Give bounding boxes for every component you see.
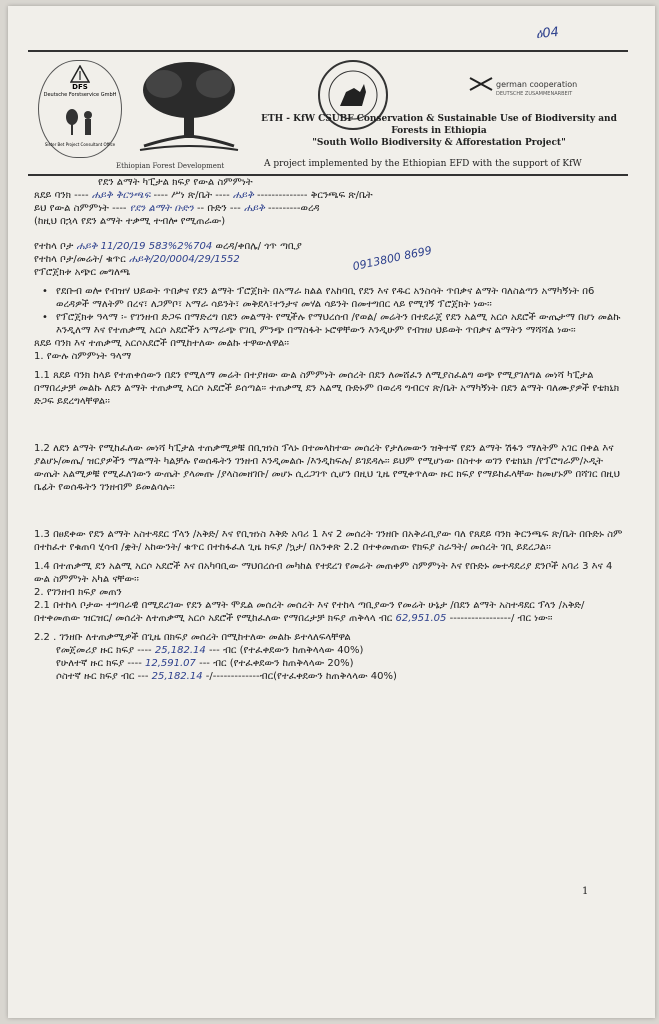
office-value: ሐይቅ <box>232 190 254 201</box>
clause-1-3: 1.3 በፀደቀው የደን ልማት አስተዳደር ፕላን /አቅድ/ እና የቢዝነስ እቅድ አባሪ 1 እና 2 መሰረት ገንዘቡ በአቅራቢያው ባለ የጸደይ ባንክ ቅርንጫፍ ጽ/ቤት በቡድኑ ስም በተከፈተ የቁጠባ ሂሳብ /ቋት/ አከውንት/ ቁጥር በተከፋፈለ ጊዜ ክፍያ /ኳታ/ በአንቀጽ 2.2 በተቀመጠው የክፍያ ስራዓት/ መሰረት ገቢ ይደረጋል፡፡ <box>34 529 623 553</box>
branch-office-label: -------------- ቅርንጫፍ ጽ/ቤት <box>257 190 373 201</box>
dfs-subtitle: Deutsche Forstservice GmbH <box>43 92 117 98</box>
giz-subtitle: DEUTSCHE ZUSAMMENARBEIT <box>496 91 573 97</box>
dfs-name: DFS <box>72 83 88 91</box>
woreda-value: ሐይቅ <box>243 203 265 214</box>
dfs-logo <box>38 60 122 158</box>
implemented-by: A project implemented by the Ethiopian EFD with the support of KfW <box>264 159 582 169</box>
office-label: ---- ሥነ ጽ/ቤት ---- <box>153 190 230 201</box>
payment-2-label: የሁለተኛ ዙር ክፍያ ---- <box>56 658 142 669</box>
project-title-line-3: "South Wollo Biodiversity & Afforestation Project" <box>312 138 566 148</box>
site-value: ሐይቅ 11/20/19 583%2%704 <box>76 241 213 252</box>
group-value: የደን ልማት ቡድን <box>129 203 194 214</box>
project-objective-bullet: • የፕሮጀክቱ ዓላማ ፡- የገንዘብ ድጋፍ በማድረግ በደን መልማት የሚችሉ የማህረሰብ /የወል/ መሬትን በተደራጀ የደን አልሚ አርሶ አደሮች ውጤታማ በሆነ መልኩ እንዲለማ እና የተጠቃሚ አርሶ አደሮችን አማራጭ የገቢ ምንጭ በማስፋት ኑሮዋቸውን እንዲሁም የብዝሀ ህይወት ጥበቃና ልማትን ማሻሻል ነው፡፡ <box>34 311 624 337</box>
bank-label: ጸደይ ባንክ ---- <box>34 190 89 201</box>
dfs-bottom-text: Sister Bet Project Consultant Office <box>44 142 116 147</box>
payment-row-2 <box>34 657 624 670</box>
payment-2-amount: 12,591.07 <box>145 658 196 669</box>
bank-row <box>34 189 624 202</box>
phone-number: 0913800 8699 <box>351 243 433 274</box>
form-title: የደን ልማት ካፒታል ክፍያ የውል ስምምነት <box>98 177 253 188</box>
total-payment-amount: 62,951.05 <box>395 613 447 624</box>
payment-3-suffix: -/-------------ብር(የተፈቀደውን ከጠቅላላው 40%) <box>205 671 397 682</box>
giz-mark-icon <box>468 74 494 94</box>
page-number: 1 <box>582 886 589 897</box>
site-number-label: የተከላ ቦታ/መሬት/ ቁጥር <box>34 254 126 265</box>
payment-2-suffix: --- ብር (የተፈቀደውን ከጠቅላላው 20%) <box>199 658 354 669</box>
agreement-label: ይህ የውል ስምምነት ---- <box>34 203 127 214</box>
site-number-row <box>34 253 624 266</box>
site-label: የተከላ ቦታ <box>34 241 74 252</box>
site-number-value: ሐይቅ/20/0004/29/1552 <box>128 254 240 265</box>
project-title <box>254 113 624 149</box>
payment-row-1 <box>34 644 624 657</box>
letterhead <box>28 50 628 176</box>
document-page <box>8 6 655 1018</box>
payment-3-label: ሶስተኛ ዙር ክፍያ ብር --- <box>56 671 149 682</box>
clause-2-2: 2.2 . ገንዘቡ ለተጠቃሚዎች በጊዜ በክፍያ መሰረት በሚከተለው መልኩ ይተላለፍላቸዋል <box>34 632 351 643</box>
agreement-body <box>34 176 624 683</box>
project-summary-heading: የፕሮጀክቱ አጭር መግለጫ <box>34 267 131 278</box>
project-title-line-1: ETH - KfW CSUBF Conservation & Sustainable Use of Biodiversity and <box>261 114 617 124</box>
site-location-label: ወረዳ/ቀበሌ/ ጎጥ ጣቢያ <box>215 241 302 252</box>
payment-3-amount: 25,182.14 <box>151 671 203 682</box>
woreda-label: ---------ወረዳ <box>268 203 320 214</box>
efd-caption: Ethiopian Forest Development <box>116 162 225 170</box>
clause-2-1-suffix: -----------------/ ብር ነው፡፡ <box>449 613 553 624</box>
clause-1-1: 1.1 ጸደይ ባንክ ከላይ የተጠቀሰውን በደን የሚለማ መሬት በተያዘው ውል ስምምነት መሰረት በደን ለመሸፈን ለሚያስፈልግ ወጭ የሚያገለግል መነሻ ካፒታል በማበረታቻ መልኩ ለደን ልማት ተጠቃሚ አርሶ አደሮች ይሰጣል፡፡ ተጠቃሚ ደን አልሚ ቡድኑም በወረዳ ግብርና ጽ/ቤት አማካኝነት በደን ልማት ባለሙያዎች የቴክኒክ ድጋፍ ይደረግላቸዋል፡፡ <box>34 370 620 407</box>
clause-2-1-text: 2.1 በተከላ ቦታው ተግባራዊ በሚደረገው የደን ልማት ሞዴል መሰረት መሰረት እና የተከላ ጣቢያውን የመሬት ሁኔታ /በደን ልማት አስተዳደር ፕላን /አቅድ/ በተቀመጠው ዝርዝር/ መሰረት ለተጠቃሚ አርሶ አደሮች የሚከፈለው የማበረታቻ ክፍያ ጠቅላላ ብር <box>34 600 585 624</box>
group-label: -- ቡድን --- <box>196 203 241 214</box>
payment-row-3 <box>34 670 624 683</box>
project-title-line-2: Forests in Ethiopia <box>391 126 487 136</box>
project-description-bullet: • የደቡብ ወሎ የብዝሃ ህይወት ጥበቃና የደን ልማት ፕሮጀክት በአማራ ክልል የአከባቢ የደን እና የዱር አንስሳት ጥበቃና ልማት ባለስልጣን አማካኝነት በ6 ወረዳዎች ማለትም በረና፣ ለጋምቦ፣ አማራ ሳይንት፣ መቅደላ፣ተንታና መሃል ሳይንት በመተግበር ላይ የሚገኝ ፕሮጀክት ነው፡፡ <box>34 285 624 311</box>
tree-logo-icon <box>134 58 244 154</box>
clause-1-2: 1.2 ለደን ልማት የሚከፈለው መነሻ ካፒታል ተጠቃሚዎቹ በቢዝነስ ፕላኑ በተመላከተው መሰረት የታለመውን ዝቅተኛ የደን ልማት ሽፋን ማለትም አገር በቀል እና ያልሆኑ/መጤ/ ዝርያዎችን ማልማት ካልቻሉ የወሰዱትን ገንዘብ እንዲመልሱ /እንዲከፍሉ/ ይገደዳሉ፡፡ ይህም የሚሆነው በስተቱ ወገን የቴክኒክ /የፕሮግራም/ኦዲት ውጤት አልሚዎቹ የሚፈለገውን ውጤት ያላመጡ /ያላስመዘገቡ/ መሆኑ ሲረጋገጥ ሲሆን በዚህ ጊዜ የሚቀጥለው ዙር ክፍያ የማይከፈላቸው ከመሆኑም በሻገር በዚህ ቤፊት የወሰዱትን ገንዘብም ይመልሳሉ፡፡ <box>34 443 620 493</box>
bank-branch-value: ሐይቅ ቅርንጫፍ <box>91 190 151 201</box>
giz-title: german cooperation <box>496 80 578 89</box>
people-trees-icon <box>60 107 100 137</box>
section-2-heading: 2. የገንዘብ ክፍያ መጠን <box>34 587 122 598</box>
site-row <box>34 240 624 253</box>
clause-2-1 <box>34 599 624 625</box>
section-1-heading: 1. የውሉ ስምምነት ዓላማ <box>34 351 132 362</box>
payment-1-suffix: --- ብር (የተፈቀደውን ከጠቅላላው 40%) <box>208 645 364 656</box>
clause-1-4: 1.4 በተጠቃሚ ደን አልሚ አርሶ አደሮች እና በአካባቢው ማህበረሰብ መካከል የተደረገ የመሬት መጠቀም ስምምነት እና የቡድኑ መተዳደሪያ ደንቦች አባሪ 3 እና 4 ውል ስምምነት አካል ናቸው፡፡ <box>34 561 613 585</box>
dfs-emblem-icon <box>70 65 90 83</box>
parties-statement: ጸደይ ባንክ እና ተጠቃሚ አርሶአደሮች በሚከተለው መልኩ ተዋውለዋል፡፡ <box>34 338 290 349</box>
payment-1-amount: 25,182.14 <box>154 645 206 656</box>
beneficiary-note: (ከዚህ በኋላ የደን ልማት ተቃሚ ተብሎ የሚጠራው) <box>34 216 226 227</box>
agreement-row <box>34 202 624 215</box>
payment-1-label: የመጀመሪያ ዙር ክፍያ ---- <box>56 645 152 656</box>
giz-logo <box>468 64 578 108</box>
page-code: ዕ04 <box>535 24 560 43</box>
